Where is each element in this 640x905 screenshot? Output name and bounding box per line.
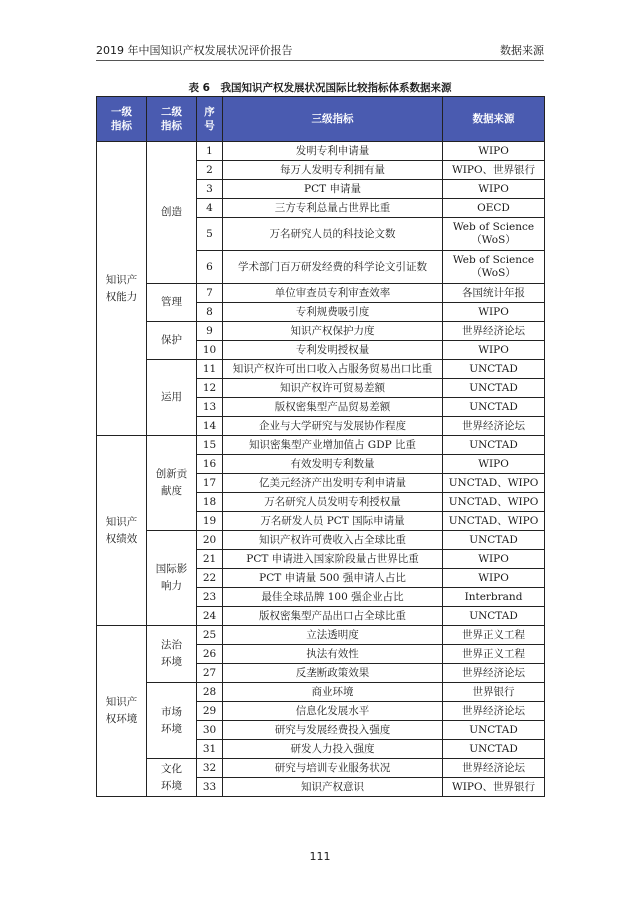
level3-indicator: PCT 申请进入国家阶段量占世界比重 (223, 550, 443, 569)
level1-indicator: 知识产 权环境 (97, 626, 147, 797)
row-number: 5 (197, 218, 223, 251)
row-number: 8 (197, 303, 223, 322)
data-source: WIPO (443, 455, 545, 474)
row-number: 28 (197, 683, 223, 702)
data-source: OECD (443, 199, 545, 218)
table-caption: 表 6 我国知识产权发展状况国际比较指标体系数据来源 (188, 82, 452, 94)
col-header-level1: 一级 指标 (97, 97, 147, 142)
row-number: 31 (197, 740, 223, 759)
row-number: 25 (197, 626, 223, 645)
row-number: 12 (197, 379, 223, 398)
level3-indicator: 研究与发展经费投入强度 (223, 721, 443, 740)
row-number: 20 (197, 531, 223, 550)
table-row (97, 284, 545, 303)
level2-indicator: 法治 环境 (147, 626, 197, 683)
level3-indicator: 信息化发展水平 (223, 702, 443, 721)
table-row (97, 626, 545, 645)
data-source: UNCTAD、WIPO (443, 474, 545, 493)
data-source: UNCTAD (443, 398, 545, 417)
row-number: 6 (197, 251, 223, 284)
level3-indicator: 万名研究人员发明专利授权量 (223, 493, 443, 512)
row-number: 13 (197, 398, 223, 417)
level3-indicator: 版权密集型产品出口占全球比重 (223, 607, 443, 626)
data-source: UNCTAD、WIPO (443, 493, 545, 512)
data-source: Web of Science （WoS） (443, 218, 545, 251)
row-number: 1 (197, 142, 223, 161)
level2-indicator: 文化 环境 (147, 759, 197, 797)
level3-indicator: 知识密集型产业增加值占 GDP 比重 (223, 436, 443, 455)
level3-indicator: 知识产权保护力度 (223, 322, 443, 341)
data-source: UNCTAD (443, 740, 545, 759)
level3-indicator: 商业环境 (223, 683, 443, 702)
col-header-source: 数据来源 (443, 97, 545, 142)
level3-indicator: 专利规费吸引度 (223, 303, 443, 322)
level3-indicator: 发明专利申请量 (223, 142, 443, 161)
row-number: 30 (197, 721, 223, 740)
data-source: UNCTAD (443, 360, 545, 379)
col-header-level2: 二级 指标 (147, 97, 197, 142)
data-source: UNCTAD (443, 379, 545, 398)
row-number: 22 (197, 569, 223, 588)
data-source: Interbrand (443, 588, 545, 607)
table-row (97, 142, 545, 161)
data-source: UNCTAD (443, 531, 545, 550)
row-number: 14 (197, 417, 223, 436)
level3-indicator: 知识产权许可费收入占全球比重 (223, 531, 443, 550)
level2-indicator: 创造 (147, 142, 197, 284)
level3-indicator: 有效发明专利数量 (223, 455, 443, 474)
data-source: 世界经济论坛 (443, 664, 545, 683)
level3-indicator: 研发人力投入强度 (223, 740, 443, 759)
data-source: WIPO (443, 303, 545, 322)
row-number: 23 (197, 588, 223, 607)
data-source: UNCTAD (443, 607, 545, 626)
row-number: 24 (197, 607, 223, 626)
data-source: 世界银行 (443, 683, 545, 702)
level3-indicator: 企业与大学研究与发展协作程度 (223, 417, 443, 436)
header-title: 2019 年中国知识产权发展状况评价报告 (96, 44, 293, 57)
data-source: UNCTAD (443, 721, 545, 740)
level1-indicator: 知识产 权绩效 (97, 436, 147, 626)
data-source: Web of Science （WoS） (443, 251, 545, 284)
data-source: WIPO (443, 341, 545, 360)
level3-indicator: 知识产权意识 (223, 778, 443, 797)
data-source: WIPO (443, 142, 545, 161)
data-source: 世界正义工程 (443, 626, 545, 645)
row-number: 19 (197, 512, 223, 531)
table-row (97, 683, 545, 702)
data-source: WIPO (443, 569, 545, 588)
row-number: 7 (197, 284, 223, 303)
data-source: WIPO (443, 180, 545, 199)
row-number: 32 (197, 759, 223, 778)
row-number: 10 (197, 341, 223, 360)
data-source: 世界经济论坛 (443, 702, 545, 721)
level3-indicator: 三方专利总量占世界比重 (223, 199, 443, 218)
col-header-level3: 三级指标 (223, 97, 443, 142)
level3-indicator: 知识产权许可贸易差额 (223, 379, 443, 398)
page-header (96, 40, 544, 61)
row-number: 21 (197, 550, 223, 569)
data-source: UNCTAD (443, 436, 545, 455)
data-source: 世界经济论坛 (443, 759, 545, 778)
level3-indicator: 万名研究人员的科技论文数 (223, 218, 443, 251)
level2-indicator: 运用 (147, 360, 197, 436)
level3-indicator: 反垄断政策效果 (223, 664, 443, 683)
row-number: 2 (197, 161, 223, 180)
level1-indicator: 知识产 权能力 (97, 142, 147, 436)
page-number: 111 (309, 850, 331, 863)
row-number: 33 (197, 778, 223, 797)
row-number: 4 (197, 199, 223, 218)
data-source: WIPO、世界银行 (443, 161, 545, 180)
level3-indicator: PCT 申请量 (223, 180, 443, 199)
data-source: UNCTAD、WIPO (443, 512, 545, 531)
row-number: 16 (197, 455, 223, 474)
data-source: 世界正义工程 (443, 645, 545, 664)
level2-indicator: 国际影 响力 (147, 531, 197, 626)
level3-indicator: 专利发明授权量 (223, 341, 443, 360)
table-row (97, 759, 545, 778)
row-number: 18 (197, 493, 223, 512)
level2-indicator: 创新贡 献度 (147, 436, 197, 531)
level2-indicator: 管理 (147, 284, 197, 322)
table-row (97, 360, 545, 379)
row-number: 11 (197, 360, 223, 379)
level3-indicator: 单位审查员专利审查效率 (223, 284, 443, 303)
level3-indicator: 研究与培训专业服务状况 (223, 759, 443, 778)
row-number: 17 (197, 474, 223, 493)
row-number: 3 (197, 180, 223, 199)
level3-indicator: 每万人发明专利拥有量 (223, 161, 443, 180)
row-number: 9 (197, 322, 223, 341)
table-row (97, 531, 545, 550)
row-number: 26 (197, 645, 223, 664)
row-number: 27 (197, 664, 223, 683)
level3-indicator: 学术部门百万研发经费的科学论文引证数 (223, 251, 443, 284)
data-source: WIPO、世界银行 (443, 778, 545, 797)
header-section: 数据来源 (500, 44, 544, 57)
level3-indicator: 知识产权许可出口收入占服务贸易出口比重 (223, 360, 443, 379)
level3-indicator: 执法有效性 (223, 645, 443, 664)
level3-indicator: 万名研发人员 PCT 国际申请量 (223, 512, 443, 531)
level3-indicator: 亿美元经济产出发明专利申请量 (223, 474, 443, 493)
table-row (97, 436, 545, 455)
table-row (97, 322, 545, 341)
level3-indicator: PCT 申请量 500 强申请人占比 (223, 569, 443, 588)
data-source: WIPO (443, 550, 545, 569)
data-source: 世界经济论坛 (443, 417, 545, 436)
data-source: 世界经济论坛 (443, 322, 545, 341)
level3-indicator: 立法透明度 (223, 626, 443, 645)
level3-indicator: 版权密集型产品贸易差额 (223, 398, 443, 417)
level2-indicator: 市场 环境 (147, 683, 197, 759)
level2-indicator: 保护 (147, 322, 197, 360)
level3-indicator: 最佳全球品牌 100 强企业占比 (223, 588, 443, 607)
table-header-row (97, 97, 545, 142)
row-number: 29 (197, 702, 223, 721)
data-source: 各国统计年报 (443, 284, 545, 303)
indicator-table (96, 96, 545, 797)
col-header-number: 序 号 (197, 97, 223, 142)
row-number: 15 (197, 436, 223, 455)
